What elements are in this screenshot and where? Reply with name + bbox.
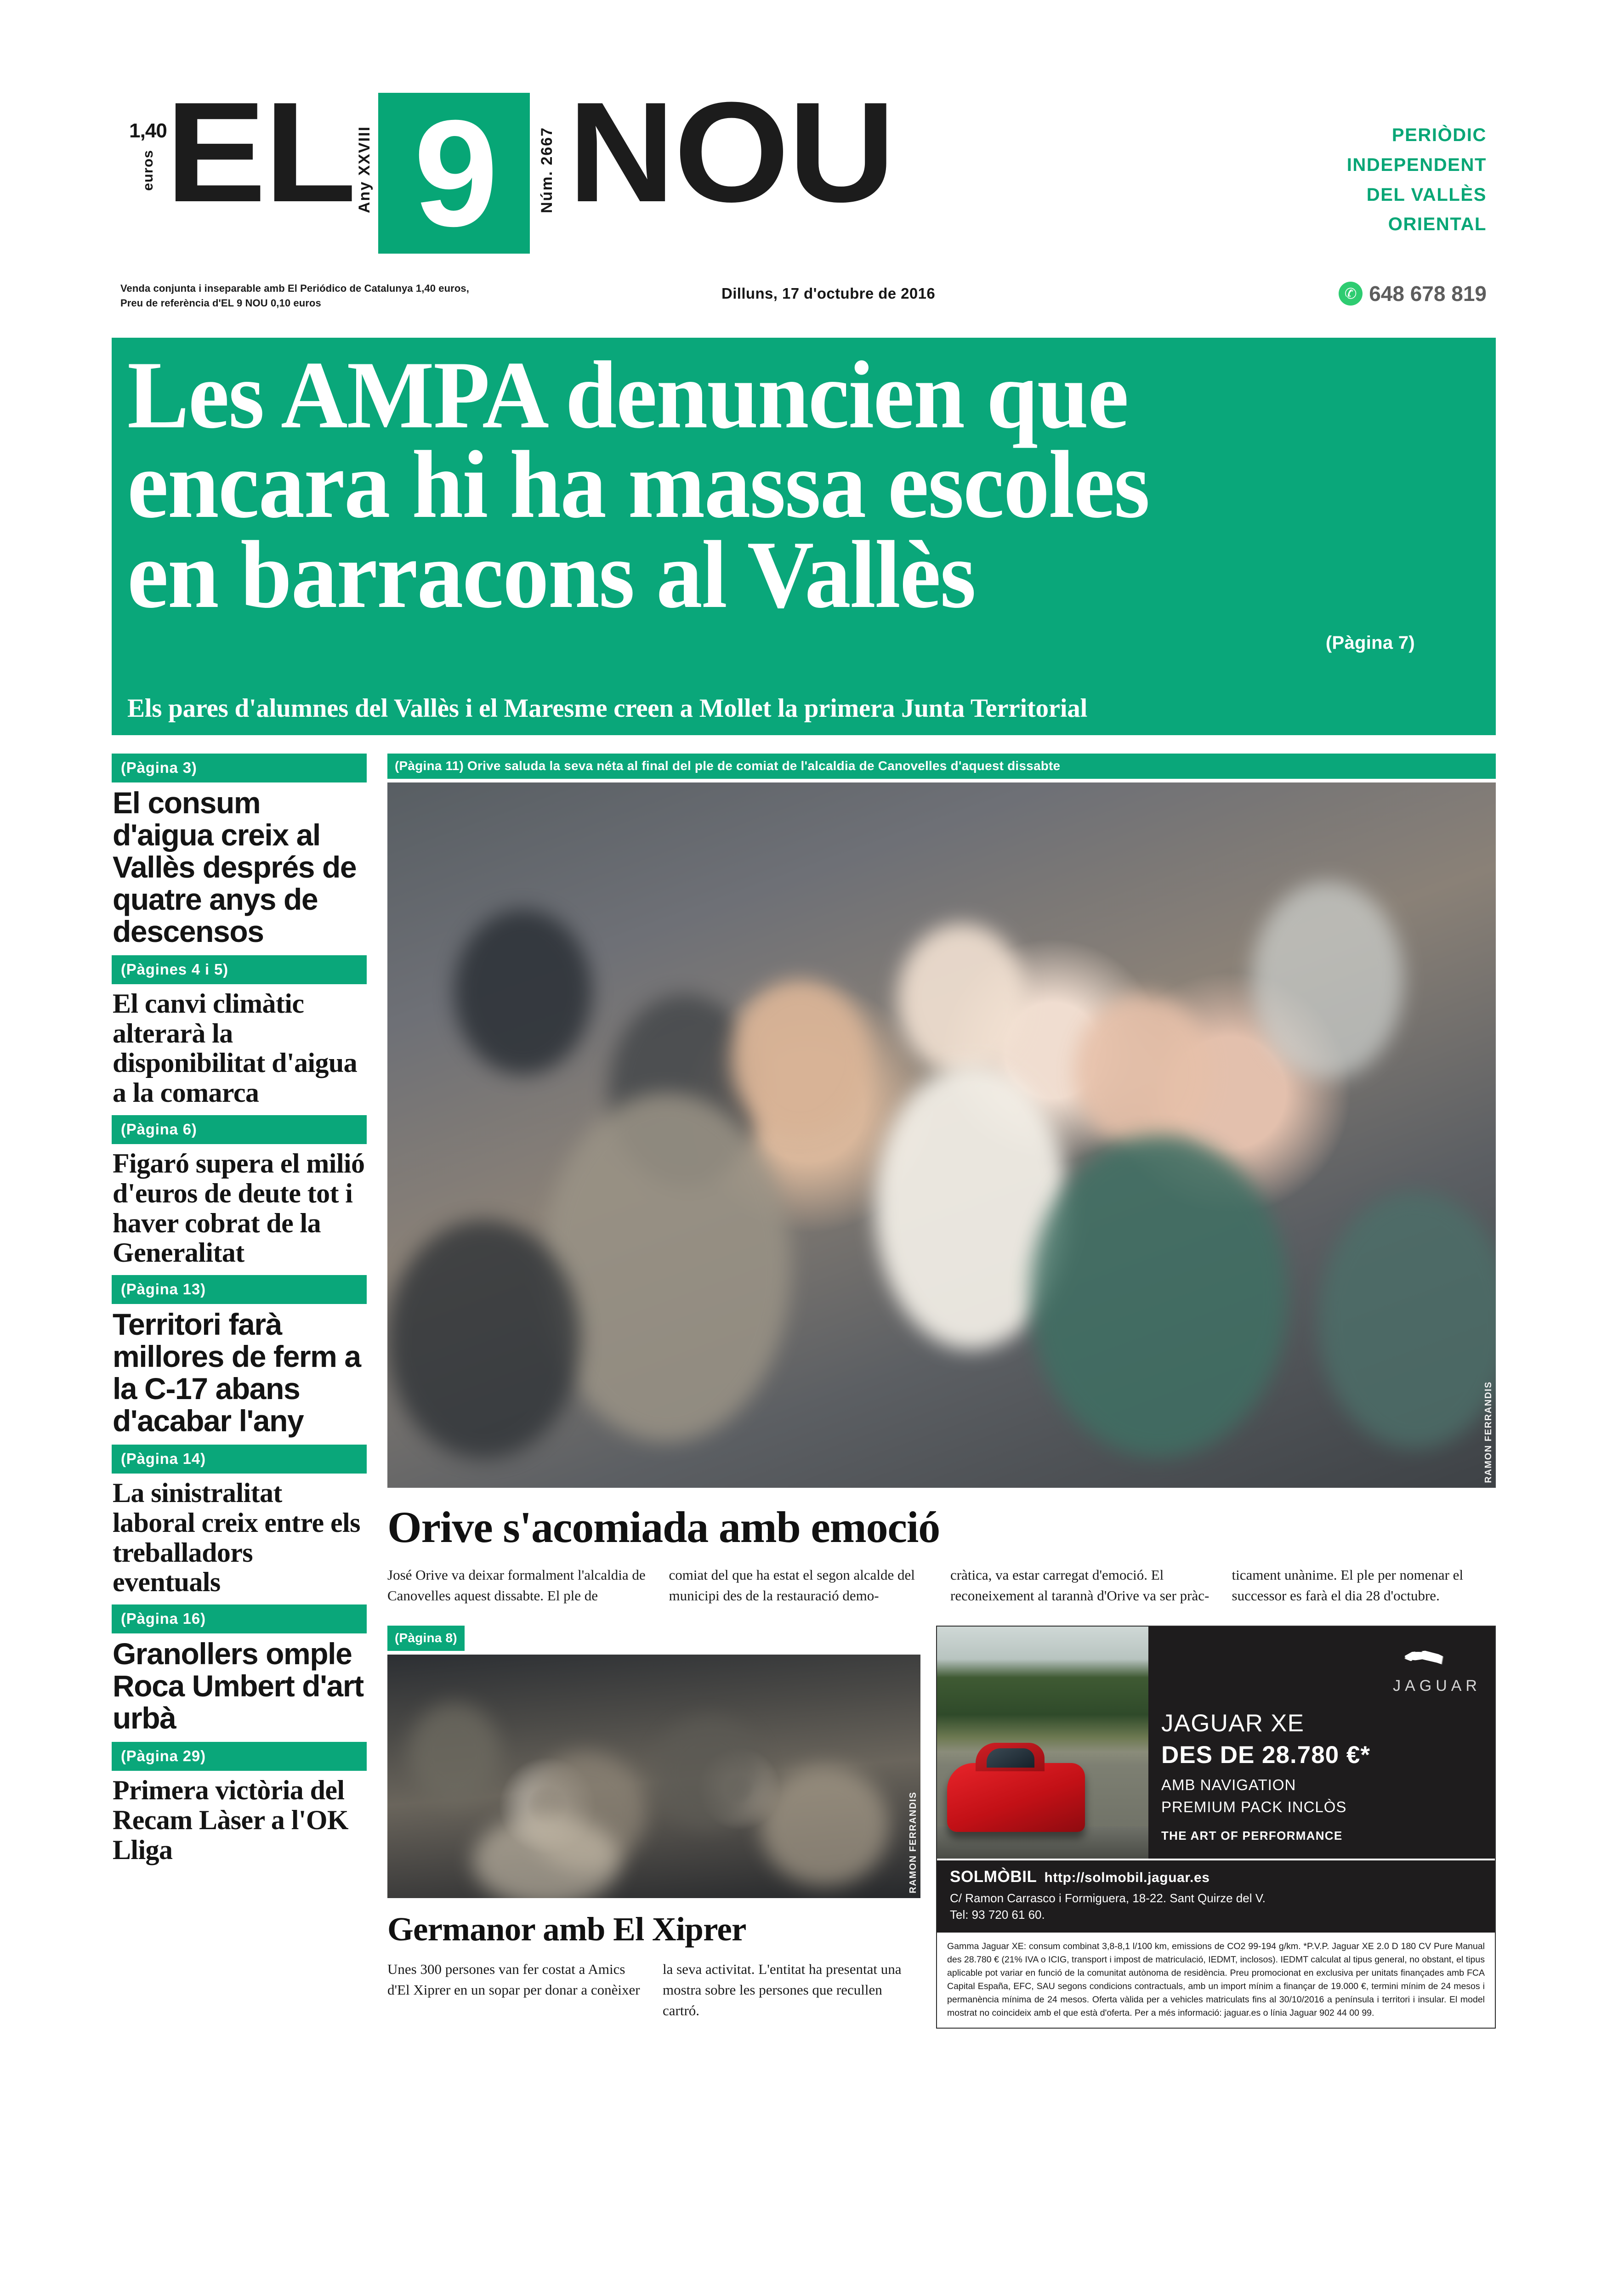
ad-hero [937,1627,1495,1859]
ad-price: DES DE 28.780 €* [1161,1741,1370,1769]
rail-headline: Figaró supera el milió d'euros de deute tot i haver cobrat de la Generalitat [113,1148,365,1268]
whatsapp-number: 648 678 819 [1369,282,1487,306]
body-column: ticament unànime. El ple per nomenar el successor es farà el dia 28 d'octubre. [1232,1567,1464,1604]
tagline-line-3: DEL VALLÈS [1366,184,1487,205]
main-story-body [387,1565,1496,1606]
secondary-body [387,1959,920,2021]
rail-page-tag[interactable]: (Pàgines 4 i 5) [112,955,367,984]
rail-page-tag[interactable]: (Pàgina 3) [112,754,367,782]
car-illustration [947,1763,1085,1832]
rail-headline: Primera victòria del Recam Làser a l'OK Lliga [113,1775,348,1865]
lead-page-reference[interactable]: (Pàgina 7) [1325,633,1415,653]
ad-dealer-info[interactable] [937,1859,1495,1933]
newspaper-logo [165,72,895,258]
main-column [387,754,1496,2029]
lead-headline-line-3: en barracons al Vallès [127,521,976,628]
body-column: la seva activitat. L'entitat ha presentat una mostra sobre les persones que recullen cartró. [663,1961,902,2018]
publication-date: Dilluns, 17 d'octubre de 2016 [721,285,936,302]
secondary-photo [387,1655,920,1898]
logo-issue-number: Núm. 2667 [538,126,556,213]
logo-text-nine: 9 [414,88,494,258]
ad-car-photo [937,1627,1148,1859]
body-column: comiat del que ha estat el segon alcalde del municipi des de la restauració demo- [669,1567,915,1604]
dealer-phone: Tel: 93 720 61 60. [950,1908,1045,1922]
lead-story-banner[interactable] [112,338,1496,735]
ad-feature-1: AMB NAVIGATION [1161,1776,1296,1793]
dealer-name-row [950,1868,1482,1886]
tagline-line-2: INDEPENDENT [1346,154,1487,175]
rail-headline: Territori farà millores de ferm a la C-17 abans d'acabar l'any [113,1307,361,1438]
body-column: José Orive va deixar formalment l'alcaldia de Canovelles aquest dissabte. El ple de [387,1567,646,1604]
rail-headline: El canvi climàtic alterarà la disponibilitat d'aigua a la comarca [113,988,358,1108]
masthead-tagline [1347,120,1487,239]
tagline-line-4: ORIENTAL [1388,214,1487,235]
rail-item[interactable] [112,754,367,948]
joint-sale-line-2: Preu de referència d'EL 9 NOU 0,10 euros [120,297,321,309]
joint-sale-notice [120,281,469,311]
lead-headline-line-2: encara hi ha massa escoles [127,431,1149,539]
dealer-name: SOLMÒBIL [950,1867,1037,1886]
bottom-row [387,1626,1496,2029]
main-photo-caption[interactable]: (Pàgina 11) Orive saluda la seva néta al final del ple de comiat de l'alcaldia de Canovelles d'aquest dissabte [387,754,1496,779]
secondary-story [387,1626,920,2029]
ad-feature-2: PREMIUM PACK INCLÒS [1161,1798,1347,1815]
tagline-line-1: PERIÒDIC [1391,125,1487,145]
rail-headline: El consum d'aigua creix al Vallès després de quatre anys de descensos [113,786,357,948]
rail-page-tag[interactable]: (Pàgina 29) [112,1742,367,1771]
jaguar-wordmark: JAGUAR [1393,1677,1481,1695]
lead-subheadline: Els pares d'alumnes del Vallès i el Maresme creen a Mollet la primera Junta Territorial [127,694,1088,723]
logo-year-label: Any XXVIII [356,125,374,213]
dealer-address: C/ Ramon Carrasco i Formiguera, 18-22. Sant Quirze del V. [950,1891,1266,1905]
rail-page-tag[interactable]: (Pàgina 6) [112,1115,367,1144]
secondary-page-tag[interactable]: (Pàgina 8) [387,1626,465,1651]
leaping-cat-icon [1400,1646,1474,1674]
logo-text-el: EL [165,72,355,232]
dealer-url[interactable]: http://solmobil.jaguar.es [1044,1870,1210,1885]
price-currency: euros [140,150,156,191]
joint-sale-line-1: Venda conjunta i inseparable amb El Periódico de Catalunya 1,40 euros, [120,283,469,294]
whatsapp-icon: ✆ [1339,282,1363,306]
rail-item[interactable] [112,1115,367,1268]
main-photo [387,782,1496,1488]
ad-copy [1161,1709,1370,1843]
logo-text-nou: NOU [568,72,895,232]
photo-credit: RAMON FERRANDIS [908,1791,918,1893]
body-column: cràtica, va estar carregat d'emoció. El reconeixement al tarannà d'Orive va ser pràc- [950,1567,1210,1604]
price-amount: 1,40 [129,119,167,142]
rail-headline: La sinistralitat laboral creix entre els treballadors eventuals [113,1477,360,1598]
main-story-headline[interactable]: Orive s'acomiada amb emoció [387,1502,940,1552]
rail-page-tag[interactable]: (Pàgina 16) [112,1604,367,1633]
secondary-headline[interactable]: Germanor amb El Xiprer [387,1910,746,1948]
lead-headline [127,342,1426,628]
rail-item[interactable] [112,1604,367,1735]
rail-item[interactable] [112,1742,367,1865]
masthead [0,0,1607,309]
rail-page-tag[interactable]: (Pàgina 13) [112,1275,367,1304]
advertisement[interactable] [936,1626,1496,2029]
body-column: Unes 300 persones van fer costat a Amics d'El Xiprer en un sopar per donar a conèixer [387,1961,640,1998]
jaguar-logo [1393,1646,1481,1695]
ad-text-area [1148,1627,1495,1859]
whatsapp-contact[interactable] [1339,281,1487,306]
rail-headline: Granollers omple Roca Umbert d'art urbà [113,1637,363,1735]
photo-credit: RAMON FERRANDIS [1483,1381,1493,1483]
jaguar-ad[interactable] [936,1626,1496,2029]
ad-slogan: THE ART OF PERFORMANCE [1161,1828,1343,1842]
ad-model: JAGUAR XE [1161,1709,1305,1737]
rail-item[interactable] [112,955,367,1108]
sidebar-index [112,754,367,1872]
lead-headline-line-1: Les AMPA denuncien que [127,342,1128,448]
rail-page-tag[interactable]: (Pàgina 14) [112,1445,367,1474]
rail-item[interactable] [112,1445,367,1597]
ad-legal-text: Gamma Jaguar XE: consum combinat 3,8-8,1 l/100 km, emissions de CO2 99-194 g/km. *P.V.P. Jaguar XE 2.0 D 180 CV Pure Manual des 28.780 € (21% IVA o ICIG, transport i impost de matriculació, IEDMT, inclosos). IEDMT calculat al tipus general, no obstant, el tipus aplicable pot variar en funció de la comunitat autònoma de residència. Preu promocionat en exclusiva per unitats finançades amb FCA Capital España, EFC, SAU segons condicions contractuals, amb un import mínim a finançar de 19.000 €, termini mínim de 24 mesos i permanència mínima de 24 mesos. Oferta vàlida per a vehicles matriculats fins al 30/10/2016 a península i territori i insular. El model mostrat no coincideix amb el que està d'oferta. Per a més informació: jaguar.es o línia Jaguar 902 44 00 99. [947,1941,1485,2018]
rail-item[interactable] [112,1275,367,1437]
logo-nine-box [378,88,530,258]
